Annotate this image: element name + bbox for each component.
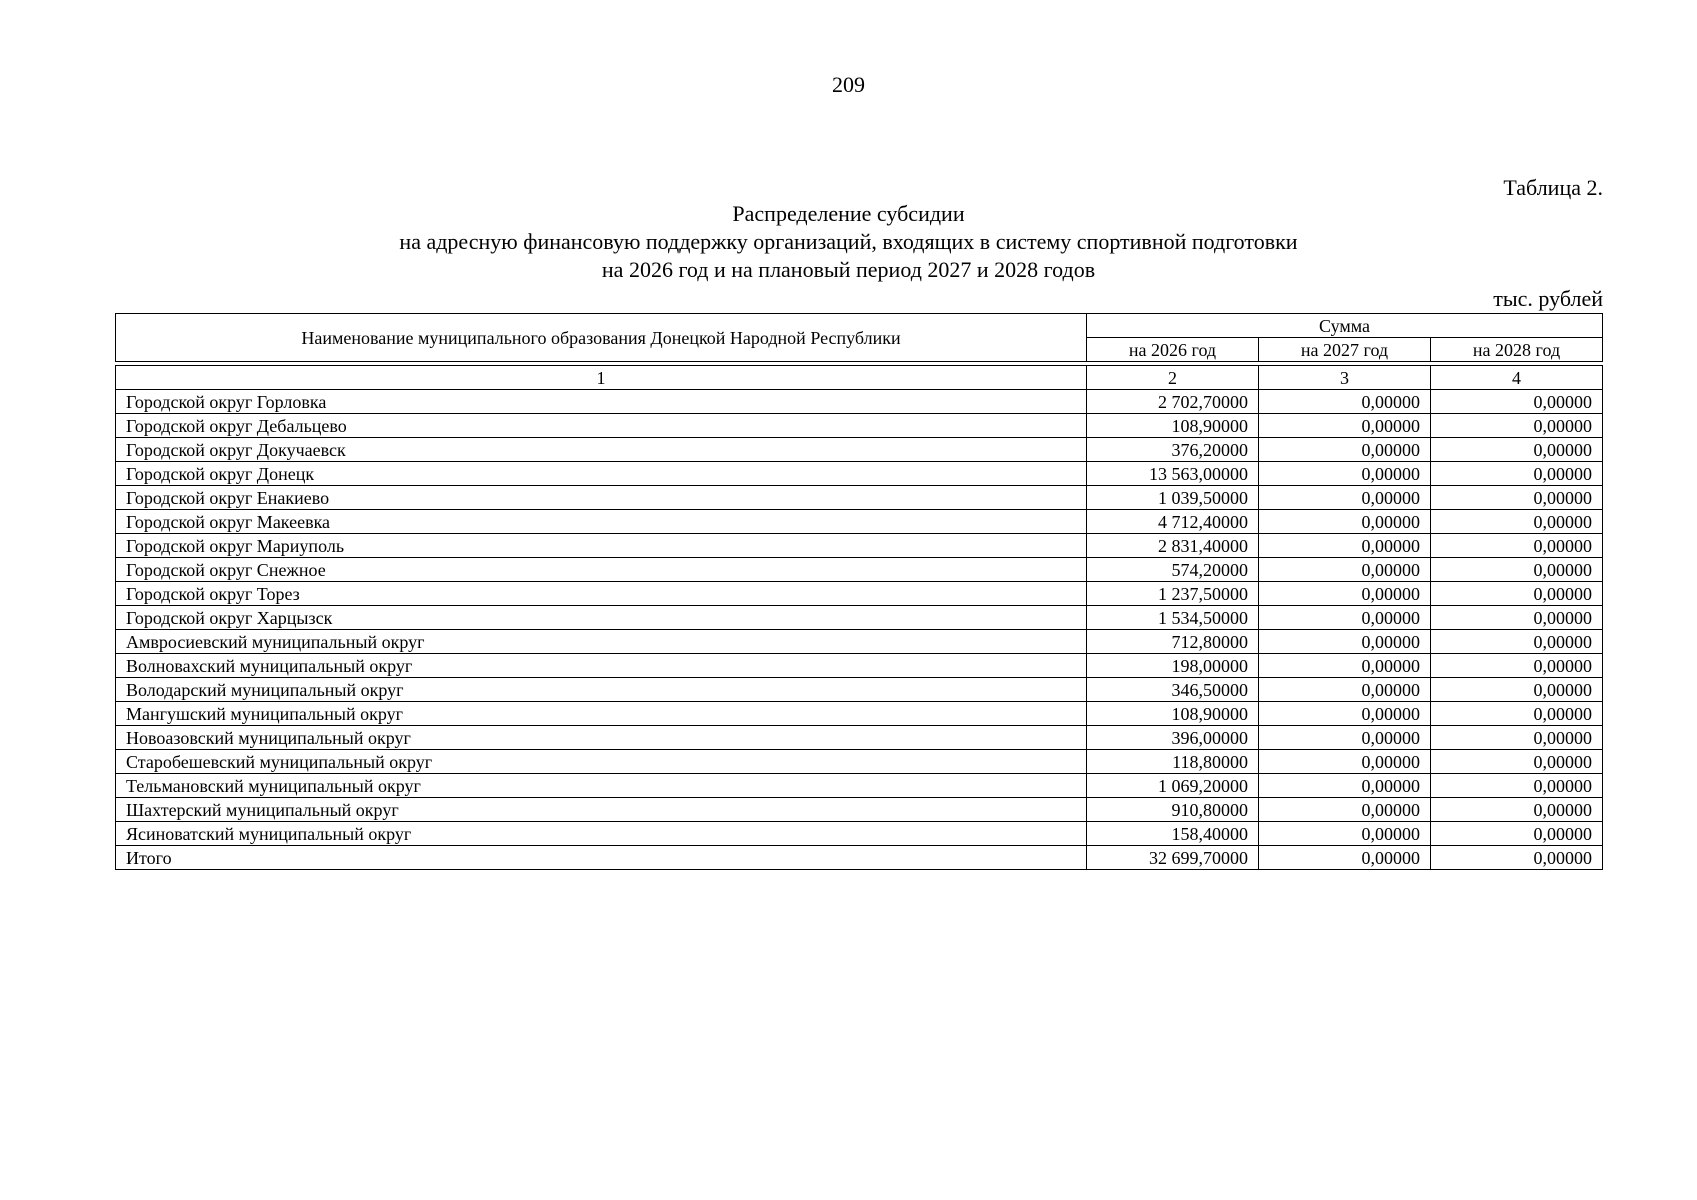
table-row xyxy=(116,438,1603,462)
amount-2026: 108,90000 xyxy=(1087,702,1259,726)
amount-2026: 1 534,50000 xyxy=(1087,606,1259,630)
amount-2026: 2 702,70000 xyxy=(1087,390,1259,414)
amount-2026: 4 712,40000 xyxy=(1087,510,1259,534)
table-row xyxy=(116,678,1603,702)
table-row xyxy=(116,486,1603,510)
amount-2026: 108,90000 xyxy=(1087,414,1259,438)
municipality-name: Амвросиевский муниципальный округ xyxy=(116,630,1087,654)
amount-2028: 0,00000 xyxy=(1431,486,1603,510)
amount-2027: 0,00000 xyxy=(1259,414,1431,438)
column-number: 4 xyxy=(1431,366,1603,390)
table-row xyxy=(116,462,1603,486)
table-row xyxy=(116,582,1603,606)
header-sum: Сумма xyxy=(1087,314,1603,338)
table-row xyxy=(116,534,1603,558)
table-row xyxy=(116,798,1603,822)
amount-2026: 396,00000 xyxy=(1087,726,1259,750)
amount-2026: 158,40000 xyxy=(1087,822,1259,846)
municipality-name: Городской округ Дебальцево xyxy=(116,414,1087,438)
header-name: Наименование муниципального образования Донецкой Народной Республики xyxy=(116,314,1087,362)
amount-2028: 0,00000 xyxy=(1431,414,1603,438)
municipality-name: Володарский муниципальный округ xyxy=(116,678,1087,702)
amount-2028: 0,00000 xyxy=(1431,726,1603,750)
amount-2027: 0,00000 xyxy=(1259,558,1431,582)
amount-2026: 574,20000 xyxy=(1087,558,1259,582)
amount-2028: 0,00000 xyxy=(1431,678,1603,702)
municipality-name: Городской округ Донецк xyxy=(116,462,1087,486)
table-row xyxy=(116,606,1603,630)
amount-2028: 0,00000 xyxy=(1431,462,1603,486)
municipality-name: Городской округ Горловка xyxy=(116,390,1087,414)
amount-2028: 0,00000 xyxy=(1431,606,1603,630)
units-label: тыс. рублей xyxy=(1493,286,1603,311)
page-number: 209 xyxy=(832,72,865,97)
amount-2026: 118,80000 xyxy=(1087,750,1259,774)
municipality-name: Старобешевский муниципальный округ xyxy=(116,750,1087,774)
amount-2026: 1 069,20000 xyxy=(1087,774,1259,798)
amount-2028: 0,00000 xyxy=(1431,750,1603,774)
municipality-name: Городской округ Мариуполь xyxy=(116,534,1087,558)
municipality-name: Новоазовский муниципальный округ xyxy=(116,726,1087,750)
amount-2027: 0,00000 xyxy=(1259,582,1431,606)
municipality-name: Мангушский муниципальный округ xyxy=(116,702,1087,726)
amount-2028: 0,00000 xyxy=(1431,822,1603,846)
amount-2026: 910,80000 xyxy=(1087,798,1259,822)
municipality-name: Городской округ Макеевка xyxy=(116,510,1087,534)
table-row xyxy=(116,390,1603,414)
municipality-name: Городской округ Енакиево xyxy=(116,486,1087,510)
municipality-name: Городской округ Докучаевск xyxy=(116,438,1087,462)
amount-2028: 0,00000 xyxy=(1431,654,1603,678)
amount-2028: 0,00000 xyxy=(1431,582,1603,606)
amount-2028: 0,00000 xyxy=(1431,774,1603,798)
amount-2026: 1 237,50000 xyxy=(1087,582,1259,606)
municipality-name: Волновахский муниципальный округ xyxy=(116,654,1087,678)
amount-2027: 0,00000 xyxy=(1259,438,1431,462)
amount-2028: 0,00000 xyxy=(1431,630,1603,654)
table-label: Таблица 2. xyxy=(1503,175,1603,200)
amount-2027: 0,00000 xyxy=(1259,486,1431,510)
amount-2028: 0,00000 xyxy=(1431,510,1603,534)
amount-2027: 0,00000 xyxy=(1259,750,1431,774)
table-row xyxy=(116,414,1603,438)
amount-2027: 0,00000 xyxy=(1259,654,1431,678)
amount-2027: 0,00000 xyxy=(1259,798,1431,822)
column-number: 3 xyxy=(1259,366,1431,390)
table-row xyxy=(116,726,1603,750)
amount-2028: 0,00000 xyxy=(1431,702,1603,726)
amount-2028: 0,00000 xyxy=(1431,390,1603,414)
table-row xyxy=(116,750,1603,774)
table-row xyxy=(116,510,1603,534)
table-row xyxy=(116,654,1603,678)
column-number: 2 xyxy=(1087,366,1259,390)
column-number: 1 xyxy=(116,366,1087,390)
amount-2028: 0,00000 xyxy=(1431,438,1603,462)
amount-2026: 2 831,40000 xyxy=(1087,534,1259,558)
amount-2027: 0,00000 xyxy=(1259,678,1431,702)
amount-2027: 0,00000 xyxy=(1259,846,1431,870)
title-line-3: на 2026 год и на плановый период 2027 и 2028 годов xyxy=(601,257,1096,282)
municipality-name: Городской округ Харцызск xyxy=(116,606,1087,630)
table-row xyxy=(116,822,1603,846)
amount-2027: 0,00000 xyxy=(1259,702,1431,726)
amount-2027: 0,00000 xyxy=(1259,462,1431,486)
header-year-2027: на 2027 год xyxy=(1259,338,1431,362)
amount-2027: 0,00000 xyxy=(1259,510,1431,534)
amount-2028: 0,00000 xyxy=(1431,534,1603,558)
total-row xyxy=(116,846,1603,870)
table-row xyxy=(116,774,1603,798)
amount-2027: 0,00000 xyxy=(1259,774,1431,798)
table-row xyxy=(116,630,1603,654)
municipality-name: Тельмановский муниципальный округ xyxy=(116,774,1087,798)
amount-2026: 1 039,50000 xyxy=(1087,486,1259,510)
amount-2028: 0,00000 xyxy=(1431,558,1603,582)
amount-2026: 13 563,00000 xyxy=(1087,462,1259,486)
amount-2027: 0,00000 xyxy=(1259,534,1431,558)
amount-2026: 32 699,70000 xyxy=(1087,846,1259,870)
amount-2026: 198,00000 xyxy=(1087,654,1259,678)
document-title xyxy=(0,200,1697,284)
amount-2026: 346,50000 xyxy=(1087,678,1259,702)
amount-2026: 712,80000 xyxy=(1087,630,1259,654)
amount-2028: 0,00000 xyxy=(1431,798,1603,822)
amount-2028: 0,00000 xyxy=(1431,846,1603,870)
amount-2027: 0,00000 xyxy=(1259,726,1431,750)
column-number-row xyxy=(116,366,1603,390)
table-body xyxy=(116,362,1603,870)
amount-2027: 0,00000 xyxy=(1259,630,1431,654)
table-row xyxy=(116,558,1603,582)
amount-2027: 0,00000 xyxy=(1259,606,1431,630)
subsidy-table xyxy=(115,313,1603,870)
header-year-2026: на 2026 год xyxy=(1087,338,1259,362)
municipality-name: Итого xyxy=(116,846,1087,870)
municipality-name: Городской округ Торез xyxy=(116,582,1087,606)
municipality-name: Городской округ Снежное xyxy=(116,558,1087,582)
municipality-name: Шахтерский муниципальный округ xyxy=(116,798,1087,822)
amount-2027: 0,00000 xyxy=(1259,822,1431,846)
title-line-2: на адресную финансовую поддержку организаций, входящих в систему спортивной подготовки xyxy=(399,229,1298,254)
amount-2026: 376,20000 xyxy=(1087,438,1259,462)
amount-2027: 0,00000 xyxy=(1259,390,1431,414)
municipality-name: Ясиноватский муниципальный округ xyxy=(116,822,1087,846)
table-row xyxy=(116,702,1603,726)
title-line-1: Распределение субсидии xyxy=(732,201,965,226)
header-year-2028: на 2028 год xyxy=(1431,338,1603,362)
